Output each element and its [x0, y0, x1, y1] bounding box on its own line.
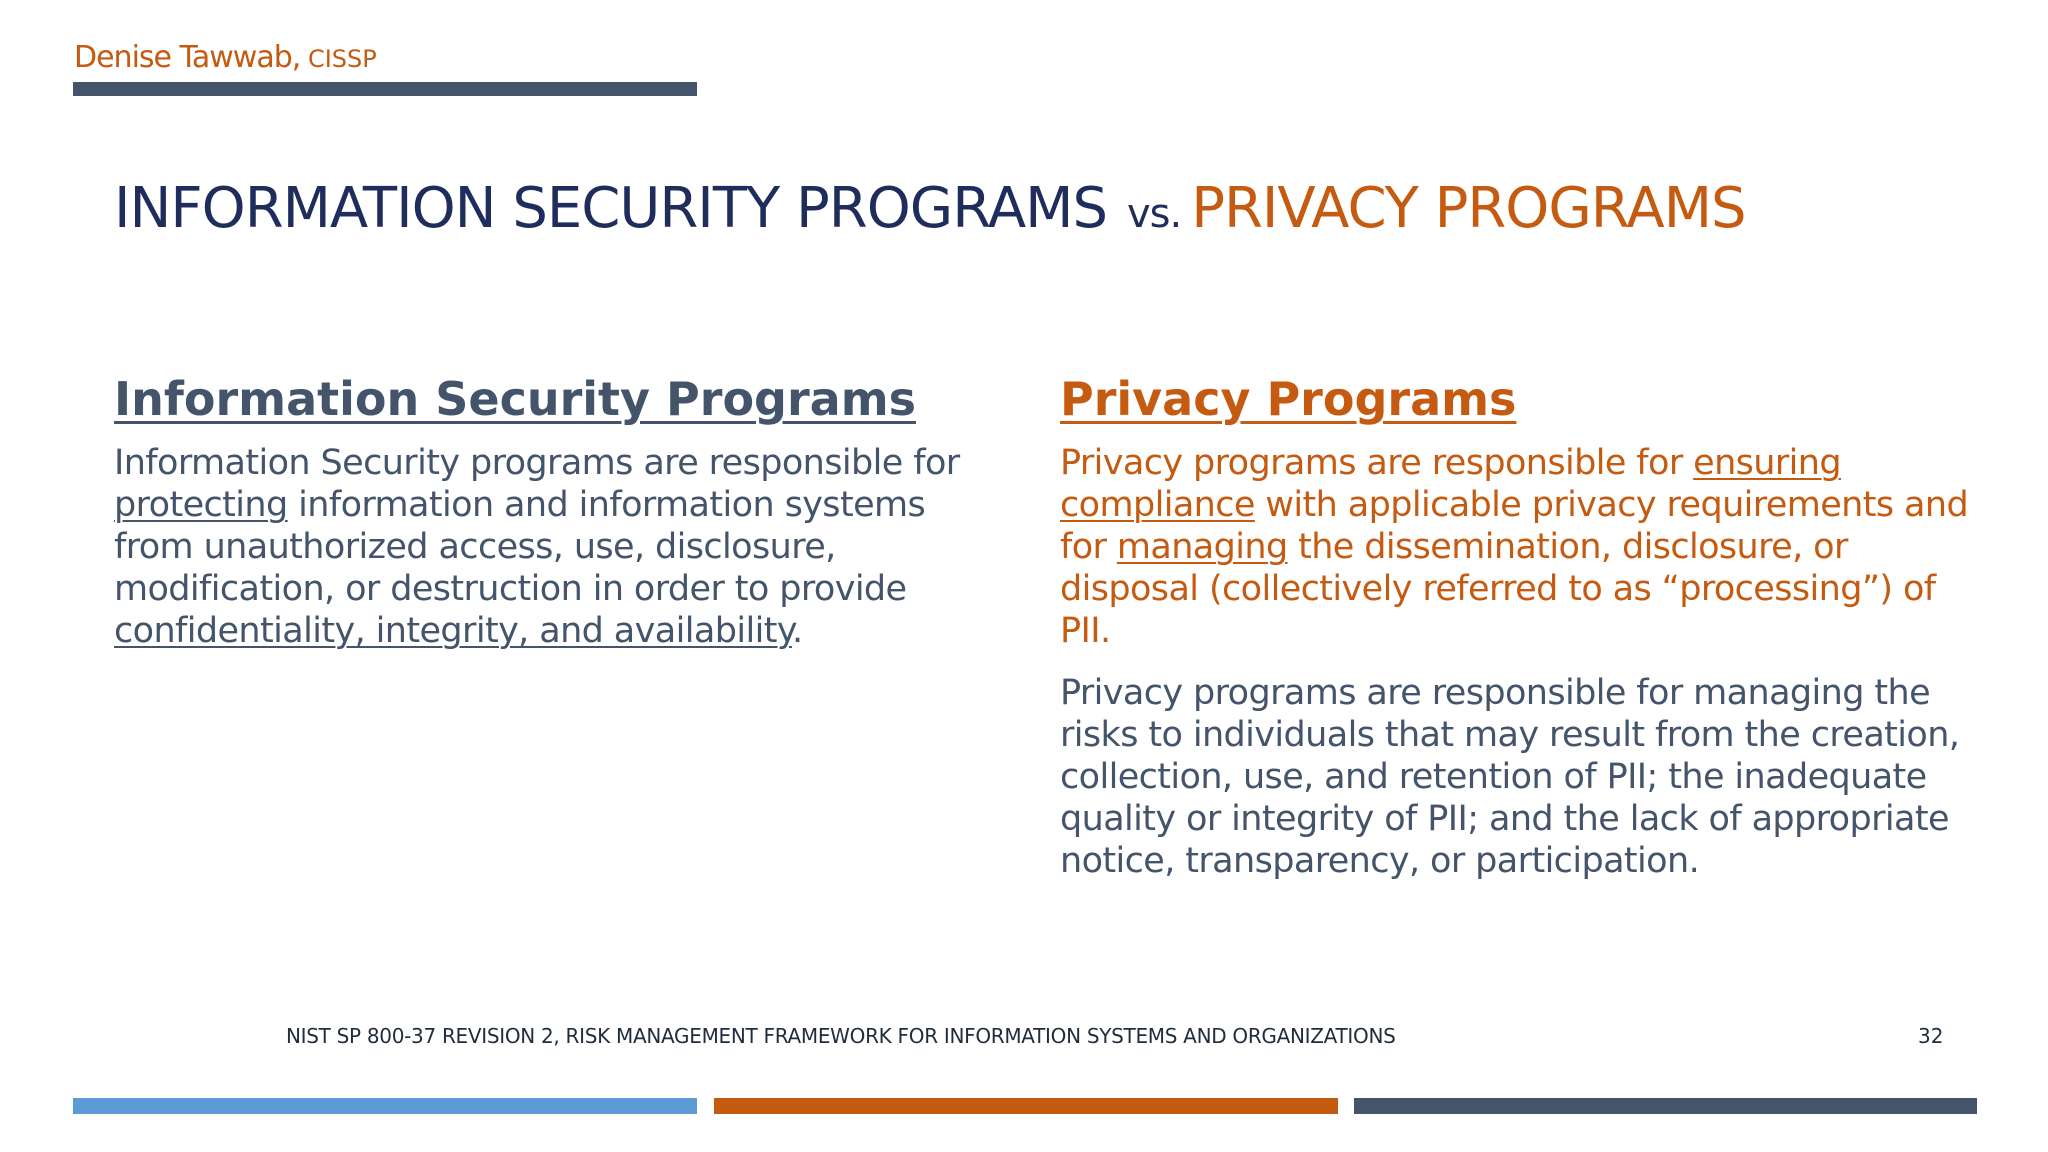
- privacy-text-3: the dissemination, disclosure, or disposal (collectively referred to as “processing”) of PII.: [1060, 527, 1936, 651]
- footer-bar-orange: [714, 1098, 1338, 1114]
- security-text-3: .: [791, 611, 803, 651]
- security-underline-protecting: protecting: [114, 485, 288, 525]
- privacy-description-1: [1060, 442, 1990, 652]
- privacy-description-2: Privacy programs are responsible for managing the risks to individuals that may result from the creation, collection, use, and retention of PII; the inadequate quality or integrity of PII; and the lack of appropriate notice, transparency, or participation.: [1060, 673, 1960, 881]
- privacy-text-2: with applicable privacy requirements and for: [1060, 485, 1969, 567]
- privacy-underline-managing: managing: [1116, 527, 1288, 567]
- slide-title: [114, 176, 1746, 241]
- page-number: 32: [1918, 1024, 1944, 1048]
- author-name: Denise Tawwab,: [74, 40, 301, 75]
- security-column: [114, 372, 1014, 652]
- title-vs: vs.: [1127, 191, 1182, 237]
- author-underline-bar: [73, 82, 697, 96]
- security-underline-cia: confidentiality, integrity, and availability: [114, 611, 792, 651]
- security-description: [114, 442, 1014, 652]
- privacy-text-1: Privacy programs are responsible for: [1060, 443, 1694, 483]
- security-text-2: information and information systems from unauthorized access, use, disclosure, modification, or destruction in order to provide: [114, 485, 926, 609]
- title-security: INFORMATION SECURITY PROGRAMS: [114, 176, 1107, 241]
- footer-bar-slate: [1354, 1098, 1977, 1114]
- security-text-1: Information Security programs are responsible for: [114, 443, 960, 483]
- footer-citation: NIST SP 800-37 REVISION 2, RISK MANAGEMENT FRAMEWORK FOR INFORMATION SYSTEMS AND ORGANIZATIONS: [286, 1024, 1396, 1048]
- privacy-underline-ensuring-compliance: ensuring compliance: [1060, 443, 1842, 525]
- privacy-column: [1060, 372, 1990, 882]
- title-privacy: PRIVACY PROGRAMS: [1191, 176, 1746, 241]
- author-label: [74, 40, 377, 75]
- footer-bar-blue: [73, 1098, 697, 1114]
- author-credential: CISSP: [300, 45, 377, 73]
- security-heading: Information Security Programs: [114, 372, 917, 426]
- privacy-heading: Privacy Programs: [1060, 372, 1517, 426]
